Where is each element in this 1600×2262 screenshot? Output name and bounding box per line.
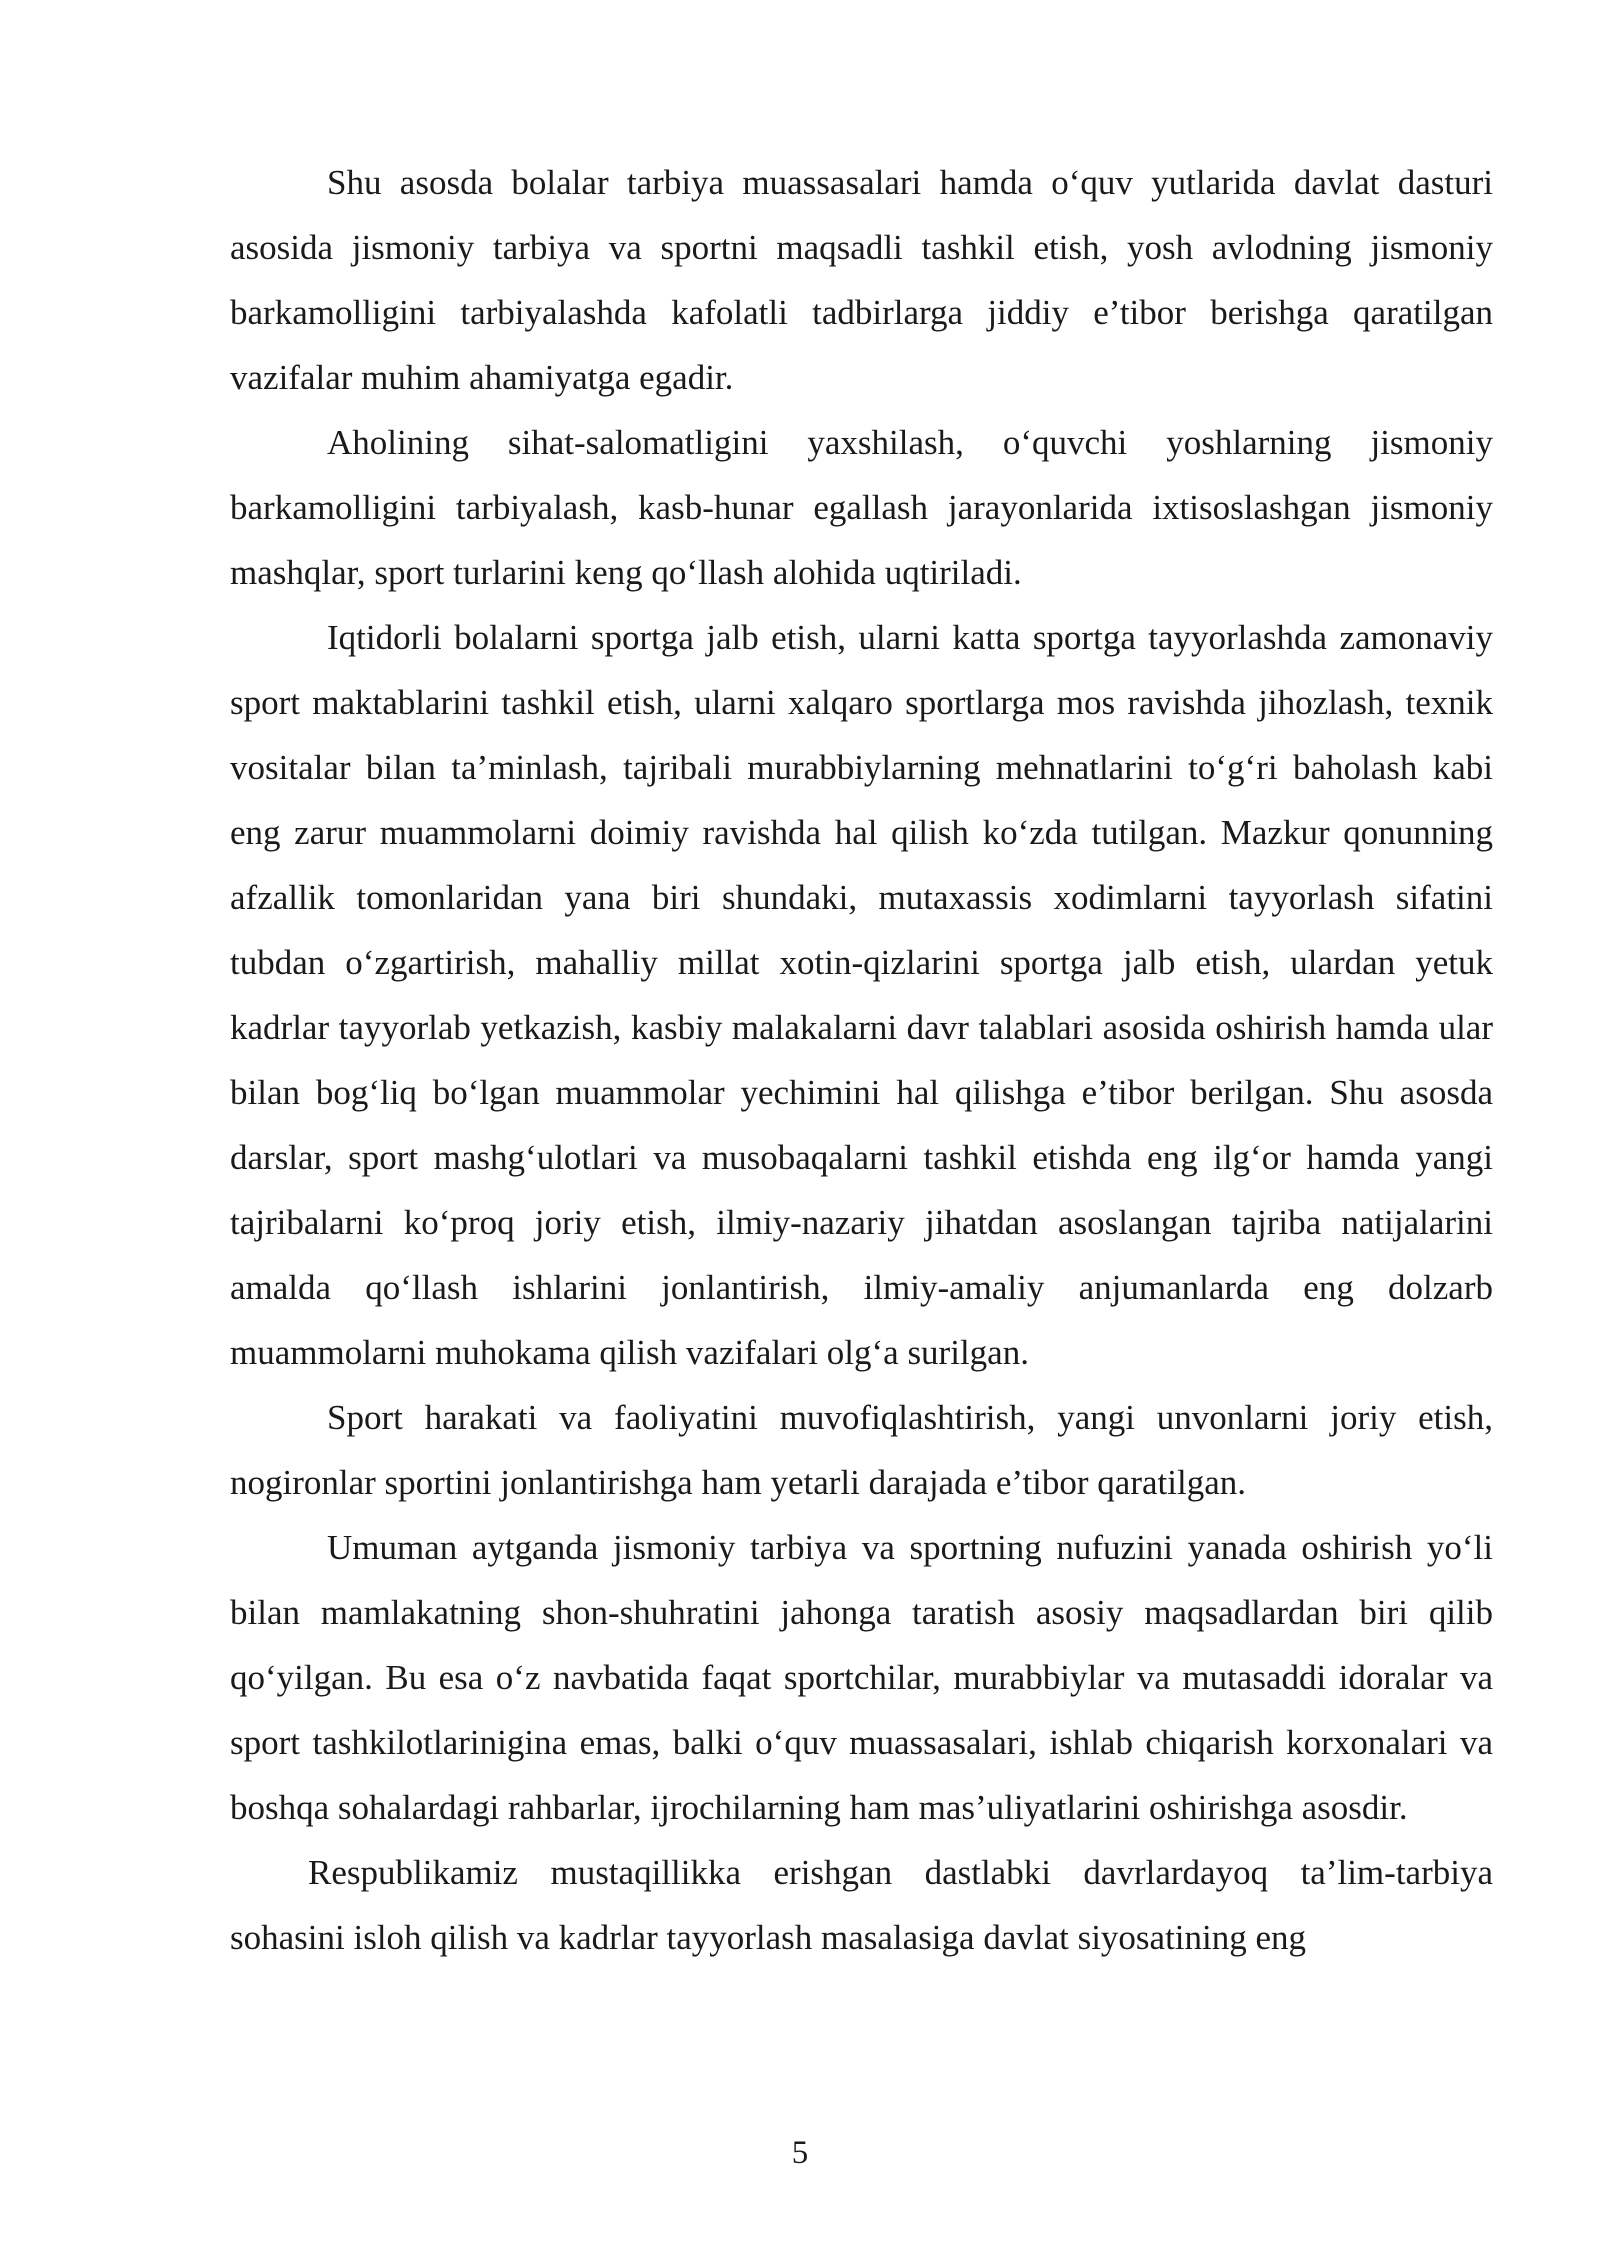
paragraph-4: Sport harakati va faoliyatini muvofiqlashtirish, yangi unvonlarni joriy etish, nogironlar sportini jonlantirishga ham yetarli darajada e’tibor qaratilgan. [230,1398,1493,1502]
paragraph-3: Iqtidorli bolalarni sportga jalb etish, ularni katta sportga tayyorlashda zamonaviy sport maktablarini tashkil etish, ularni xalqaro sportlarga mos ravishda jihozlash, texnik vositalar bilan ta’minlash, tajribali murabbiylarning mehnatlarini to‘g‘ri baholash kabi eng zarur muammolarni doimiy ravishda hal qilish ko‘zda tutilgan. Mazkur qonunning afzallik tomonlaridan yana biri shundaki, mutaxassis xodimlarni tayyorlash sifatini tubdan o‘zgartirish, mahalliy millat xotin-qizlarini sportga jalb etish, ulardan yetuk kadrlar tayyorlab yetkazish, kasbiy malakalarni davr talablari asosida oshirish hamda ular bilan bog‘liq bo‘lgan muammolar yechimini hal qilishga e’tibor berilgan. Shu asosda darslar, sport mashg‘ulotlari va musobaqalarni tashkil etishda eng ilg‘or hamda yangi tajribalarni ko‘proq joriy etish, ilmiy-nazariy jihatdan asoslangan tajriba natijalarini amalda qo‘llash ishlarini jonlantirish, ilmiy-amaliy anjumanlarda eng dolzarb muammolarni muhokama qilish vazifalari olg‘a surilgan. [230,618,1493,1372]
paragraph-1: Shu asosda bolalar tarbiya muassasalari hamda o‘quv yutlarida davlat dasturi asosida jismoniy tarbiya va sportni maqsadli tashkil etish, yosh avlodning jismoniy barkamolligini tarbiyalashda kafolatli tadbirlarga jiddiy e’tibor berishga qaratilgan vazifalar muhim ahamiyatga egadir. [230,163,1493,397]
paragraph-5: Umuman aytganda jismoniy tarbiya va sportning nufuzini yanada oshirish yo‘li bilan mamlakatning shon-shuhratini jahonga taratish asosiy maqsadlardan biri qilib qo‘yilgan. Bu esa o‘z navbatida faqat sportchilar, murabbiylar va mutasaddi idoralar va sport tashkilotlarinigina emas, balki o‘quv muassasalari, ishlab chiqarish korxonalari va boshqa sohalardagi rahbarlar, ijrochilarning ham mas’uliyatlarini oshirishga asosdir. [230,1528,1493,1827]
body-text [230,150,1493,1970]
page-number: 5 [791,2135,809,2171]
paragraph-6: Respublikamiz mustaqillikka erishgan dastlabki davrlardayoq ta’lim-tarbiya sohasini isloh qilish va kadrlar tayyorlash masalasiga davlat siyosatining eng [230,1853,1493,1957]
paragraph-2: Aholining sihat-salomatligini yaxshilash, o‘quvchi yoshlarning jismoniy barkamolligini tarbiyalash, kasb-hunar egallash jarayonlarida ixtisoslashgan jismoniy mashqlar, sport turlarini keng qo‘llash alohida uqtiriladi. [230,423,1493,592]
